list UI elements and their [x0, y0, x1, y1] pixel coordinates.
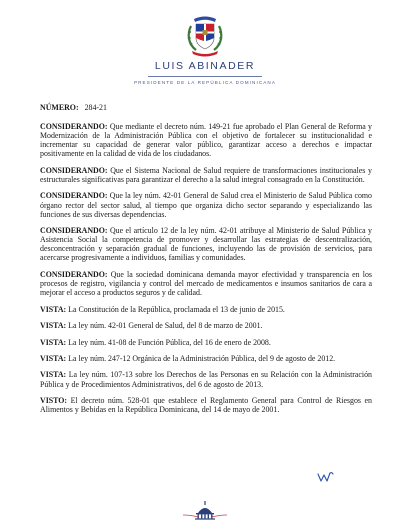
- paragraph: [40, 226, 372, 262]
- national-palace-icon: [181, 500, 229, 520]
- document-number: [40, 103, 372, 112]
- paragraph-text: La ley núm. 41-08 de Función Pública, del 16 de enero de 2008.: [68, 337, 271, 347]
- number-value: 284-21: [84, 103, 107, 112]
- paragraph-lead: VISTA:: [40, 370, 67, 380]
- paragraph-lead: VISTA:: [40, 321, 67, 331]
- paragraph-text: La ley núm. 247-12 Orgánica de la Administración Pública, del 9 de agosto de 2012.: [68, 354, 336, 363]
- paragraph-text: Que la ley núm. 42-01 General de Salud crea el Ministerio de Salud Pública como órgano rector del sector salud, al tiempo que organiza dicho sector separando y especializando las funciones de sus diversas dependencias.: [40, 191, 372, 219]
- paragraph: [40, 122, 372, 158]
- paragraph-lead: VISTO:: [40, 396, 68, 406]
- president-title: PRESIDENTE DE LA REPÚBLICA DOMINICANA: [133, 80, 277, 85]
- paragraph-text: El decreto núm. 528-01 que establece el Reglamento General para Control de Riesgos en Alimentos y Bebidas en la República Dominicana, del 14 de mayo de 2001.: [40, 396, 372, 415]
- paragraph-lead: CONSIDERANDO:: [40, 191, 108, 201]
- number-label: NÚMERO:: [40, 103, 79, 112]
- coat-of-arms-icon: [183, 12, 227, 58]
- paragraph: [40, 338, 372, 347]
- document-body: [40, 103, 372, 422]
- paragraph: [40, 370, 372, 388]
- paragraph-text: Que el Sistema Nacional de Salud requiere de transformaciones institucionales y estructurales significativas para garantizar el derecho a la salud integral consagrado en la Constitución.: [40, 165, 372, 184]
- paragraph-lead: VISTA:: [40, 337, 67, 347]
- paragraph-lead: CONSIDERANDO:: [40, 269, 108, 279]
- paragraph: [40, 270, 372, 297]
- paragraph: [40, 166, 372, 184]
- paragraph-text: La ley núm. 42-01 General de Salud, del 8 de marzo de 2001.: [68, 321, 263, 331]
- paragraph-text: Que mediante el decreto núm. 149-21 fue aprobado el Plan General de Reforma y Modernización de la Administración Pública con el objetivo de fortalecer su institucionalidad e incrementar su capacidad de generar valor público, garantizar acceso a derechos e impactar positivamente en la calidad de vida de los ciudadanos.: [40, 122, 372, 159]
- paragraph-text: La Constitución de la República, proclamada el 13 de junio de 2015.: [68, 304, 285, 314]
- paragraph: [40, 396, 372, 414]
- paragraph: [40, 305, 372, 314]
- paragraph-lead: VISTA:: [40, 304, 67, 314]
- paragraph: [40, 191, 372, 218]
- paragraph-text: Que la sociedad dominicana demanda mayor efectividad y transparencia en los procesos de registro, vigilancia y control del mercado de medicamentos e insumos sanitarios de cara a mejorar el acceso a productos seguros y de calidad.: [40, 269, 372, 298]
- paragraph-lead: VISTA:: [40, 354, 67, 363]
- president-name: LUIS ABINADER: [154, 60, 256, 72]
- paragraph-lead: CONSIDERANDO:: [40, 122, 108, 132]
- paragraph: [40, 321, 372, 330]
- paragraph-lead: CONSIDERANDO:: [40, 165, 108, 175]
- handwritten-initial-icon: [317, 471, 335, 483]
- paragraph-lead: CONSIDERANDO:: [40, 226, 108, 236]
- paragraph: [40, 354, 372, 363]
- paragraph-text: La ley núm. 107-13 sobre los Derechos de las Personas en su Relación con la Administración Pública y de Procedimientos Administrativos, del 6 de agosto de 2013.: [40, 370, 372, 389]
- paragraph-text: Que el artículo 12 de la ley núm. 42-01 atribuye al Ministerio de Salud Pública y Asistencia Social la competencia de promover y desarrollar las estrategias de descentralización, desconcentración y separación gradual de funciones, incluyendo las de provisión de servicios, para acercarse progresivamente a individuos, familias y comunidades.: [40, 226, 372, 263]
- header-divider: [148, 76, 262, 77]
